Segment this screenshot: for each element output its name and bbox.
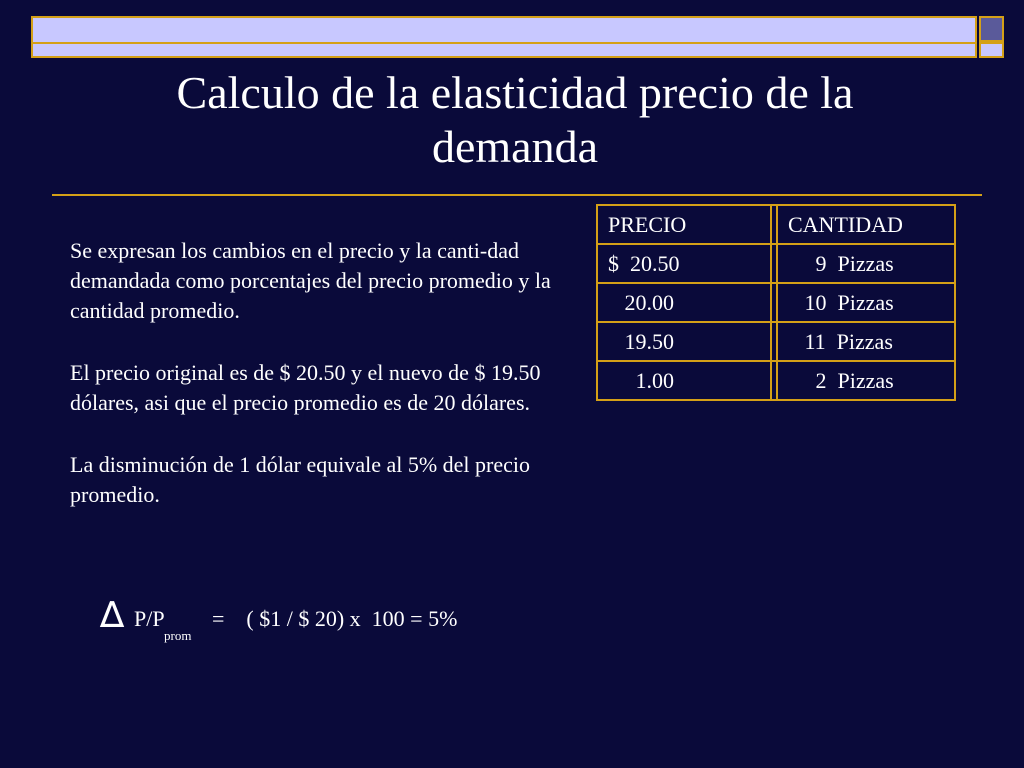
table-header-row xyxy=(597,205,955,244)
formula-subscript: prom xyxy=(164,628,192,643)
decorative-top-bar xyxy=(31,16,977,44)
table-cell-quantity: 11 Pizzas xyxy=(777,322,955,361)
table-header-quantity: CANTIDAD xyxy=(777,205,955,244)
decorative-top-bar-lower xyxy=(31,42,977,58)
decorative-corner-square xyxy=(979,16,1004,42)
table-cell-quantity: 9 Pizzas xyxy=(777,244,955,283)
table-row xyxy=(597,322,955,361)
title-divider xyxy=(52,194,982,196)
table-cell-price: $ 20.50 xyxy=(597,244,771,283)
table-cell-price: 1.00 xyxy=(597,361,771,400)
formula-rhs: = ( $1 / $ 20) x 100 = 5% xyxy=(212,606,458,631)
paragraph-average-price: El precio original es de $ 20.50 y el nuevo de $ 19.50 dólares, asi que el precio promedio es de 20 dólares. xyxy=(70,360,541,415)
table-row xyxy=(597,361,955,400)
elasticity-formula xyxy=(100,596,560,656)
table-row xyxy=(597,283,955,322)
slide-title: Calculo de la elasticidad precio de la demanda xyxy=(176,67,854,172)
table-header-price: PRECIO xyxy=(597,205,771,244)
slide-body xyxy=(70,236,570,542)
table-cell-quantity: 10 Pizzas xyxy=(777,283,955,322)
table-row xyxy=(597,244,955,283)
decorative-corner-square-lower xyxy=(979,42,1004,58)
paragraph-price-decrease: La disminución de 1 dólar equivale al 5% del precio promedio. xyxy=(70,452,531,507)
table-cell-quantity: 2 Pizzas xyxy=(777,361,955,400)
table-cell-price: 19.50 xyxy=(597,322,771,361)
price-quantity-table xyxy=(596,204,956,401)
formula-lhs: P/P xyxy=(134,606,165,631)
paragraph-percent-changes: Se expresan los cambios en el precio y la canti-dad demandada como porcentajes del precio promedio y la cantidad promedio. xyxy=(70,238,551,323)
delta-icon: ∆ xyxy=(100,595,125,636)
table-cell-price: 20.00 xyxy=(597,283,771,322)
